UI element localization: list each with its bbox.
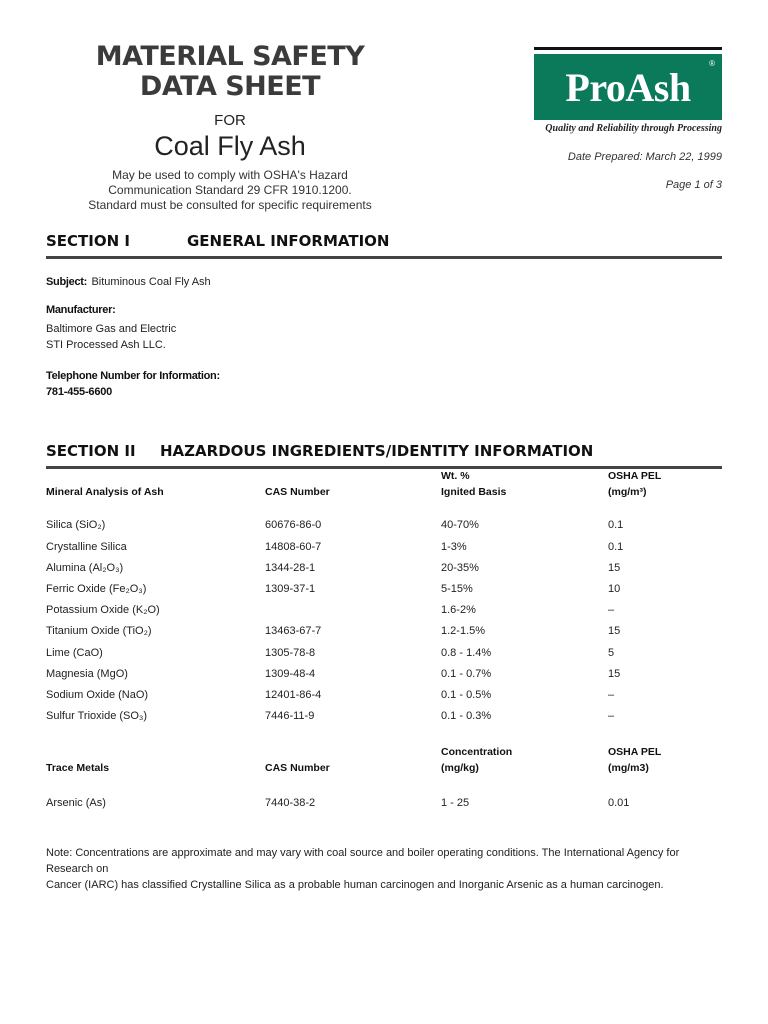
hazard-note <box>46 845 722 893</box>
table-row <box>46 625 722 646</box>
weight-percent: 40-70% <box>441 519 479 531</box>
mineral-name: Silica (SiO₂) <box>46 519 106 531</box>
compliance-line-1: May be used to comply with OSHA's Hazard <box>112 168 348 182</box>
wt-col-header-line-1: Wt. % <box>441 470 470 482</box>
trace-pel-header-line-2: (mg/m3) <box>608 762 649 774</box>
phone-label: Telephone Number for Information: <box>46 370 220 382</box>
logo-tagline: Quality and Reliability through Processing <box>545 123 722 134</box>
table-row <box>46 519 722 540</box>
note-line-1: Note: Concentrations are approximate and may vary with coal source and boiler operating conditions. The International Agency for Research on <box>46 847 680 875</box>
mineral-name: Sodium Oxide (NaO) <box>46 689 149 701</box>
cas-number: 7446-11-9 <box>265 710 315 722</box>
weight-percent: 1-3% <box>441 541 467 553</box>
table-row <box>46 541 722 562</box>
mineral-name: Sulfur Trioxide (SO₃) <box>46 710 148 722</box>
document-title-block <box>60 42 400 213</box>
date-prepared: Date Prepared: March 22, 1999 <box>567 151 722 163</box>
product-name: Coal Fly Ash <box>154 131 306 161</box>
page-number: Page 1 of 3 <box>665 179 722 191</box>
table-row <box>46 797 722 818</box>
mineral-name: Ferric Oxide (Fe₂O₃) <box>46 583 147 595</box>
concentration-header-line-1: Concentration <box>441 746 513 758</box>
osha-pel: 5 <box>608 647 615 659</box>
weight-percent: 0.1 - 0.7% <box>441 668 492 680</box>
weight-percent: 0.1 - 0.3% <box>441 710 492 722</box>
cas-number: 1344-28-1 <box>265 562 316 574</box>
cas-number: 14808-60-7 <box>265 541 322 553</box>
weight-percent: 0.8 - 1.4% <box>441 647 492 659</box>
compliance-statement <box>60 168 400 213</box>
trace-cas-col-header: CAS Number <box>265 762 330 774</box>
wt-col-header <box>441 468 506 500</box>
table-row <box>46 668 722 689</box>
pel-col-header <box>608 468 661 500</box>
note-line-2: Cancer (IARC) has classified Crystalline Silica as a probable human carcinogen and Inorganic Arsenic as a human carcinogen. <box>46 879 664 891</box>
osha-pel: 0.1 <box>608 541 624 553</box>
subject-value: Bituminous Coal Fly Ash <box>91 276 211 288</box>
table-row <box>46 647 722 668</box>
weight-percent: 20-35% <box>441 562 479 574</box>
section-2-title: HAZARDOUS INGREDIENTS/IDENTITY INFORMATION <box>160 442 594 460</box>
title-line-2: DATA SHEET <box>139 71 321 102</box>
osha-pel: 15 <box>608 668 621 680</box>
wt-col-header-line-2: Ignited Basis <box>441 486 507 498</box>
manufacturer-line-2: STI Processed Ash LLC. <box>46 339 166 351</box>
trace-metal-name: Arsenic (As) <box>46 797 106 809</box>
title-line-1: MATERIAL SAFETY <box>95 41 365 72</box>
osha-pel: 0.01 <box>608 797 630 809</box>
mineral-name: Crystalline Silica <box>46 541 127 553</box>
table-row <box>46 562 722 583</box>
pel-col-header-line-1: OSHA PEL <box>608 470 662 482</box>
logo-badge <box>534 54 722 120</box>
mineral-name: Titanium Oxide (TiO₂) <box>46 625 152 637</box>
table-row <box>46 689 722 710</box>
table-row <box>46 604 722 625</box>
weight-percent: 1.2-1.5% <box>441 625 486 637</box>
mineral-col-header: Mineral Analysis of Ash <box>46 486 164 498</box>
mineral-name: Potassium Oxide (K₂O) <box>46 604 160 616</box>
concentration-header-line-2: (mg/kg) <box>441 762 479 774</box>
osha-pel: 15 <box>608 625 621 637</box>
cas-number: 1309-48-4 <box>265 668 316 680</box>
section-1-number: SECTION I <box>46 232 130 250</box>
trace-col-header: Trace Metals <box>46 762 110 774</box>
section-1-heading <box>46 229 722 259</box>
cas-col-header: CAS Number <box>265 486 330 498</box>
subject-field <box>46 272 211 290</box>
cas-number: 1305-78-8 <box>265 647 316 659</box>
subject-label: Subject: <box>46 276 87 288</box>
section-1-title: GENERAL INFORMATION <box>187 232 390 250</box>
mineral-name: Magnesia (MgO) <box>46 668 128 680</box>
phone-number: 781-455-6600 <box>46 386 113 398</box>
weight-percent: 5-15% <box>441 583 473 595</box>
mineral-name: Alumina (Al₂O₃) <box>46 562 124 574</box>
cas-number: 12401-86-4 <box>265 689 322 701</box>
trace-pel-col-header <box>608 744 661 776</box>
cas-number: 60676-86-0 <box>265 519 322 531</box>
logo-rule <box>534 47 722 50</box>
section-2-number: SECTION II <box>46 442 136 460</box>
concentration-col-header <box>441 744 512 776</box>
registered-mark: ® <box>709 59 715 68</box>
for-text: FOR <box>214 112 246 129</box>
trace-pel-header-line-1: OSHA PEL <box>608 746 662 758</box>
osha-pel: 0.1 <box>608 519 624 531</box>
section-2-heading <box>46 439 722 469</box>
weight-percent: 1.6-2% <box>441 604 476 616</box>
compliance-line-3: Standard must be consulted for specific requirements <box>88 198 372 212</box>
pel-col-header-line-2: (mg/m³) <box>608 486 647 498</box>
osha-pel: 10 <box>608 583 621 595</box>
logo-text: ProAsh <box>565 64 691 110</box>
mineral-name: Lime (CaO) <box>46 647 103 659</box>
proash-logo <box>534 47 722 134</box>
cas-number: 13463-67-7 <box>265 625 322 637</box>
manufacturer-label: Manufacturer: <box>46 304 116 316</box>
osha-pel: – <box>608 604 615 616</box>
cas-number: 7440-38-2 <box>265 797 316 809</box>
osha-pel: – <box>608 710 615 722</box>
osha-pel: – <box>608 689 615 701</box>
weight-percent: 0.1 - 0.5% <box>441 689 492 701</box>
concentration: 1 - 25 <box>441 797 470 809</box>
compliance-line-2: Communication Standard 29 CFR 1910.1200. <box>108 183 352 197</box>
cas-number: 1309-37-1 <box>265 583 316 595</box>
table-row <box>46 583 722 604</box>
table-row <box>46 710 722 731</box>
manufacturer-line-1: Baltimore Gas and Electric <box>46 323 177 335</box>
osha-pel: 15 <box>608 562 621 574</box>
